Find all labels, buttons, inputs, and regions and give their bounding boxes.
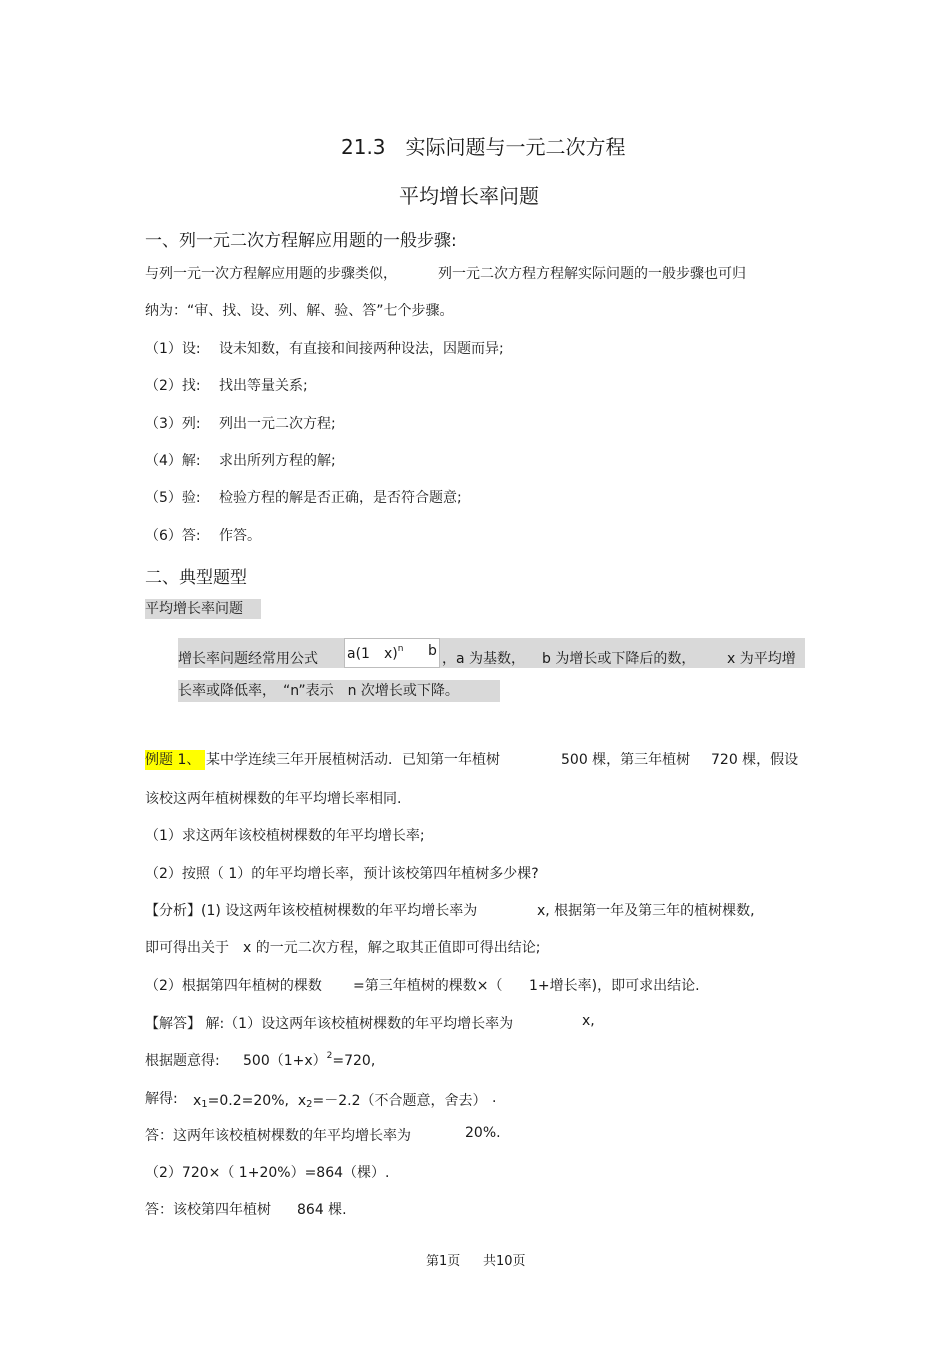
example-question: 500 棵，第三年植树 bbox=[561, 752, 691, 768]
page-number: 第1页 bbox=[426, 1254, 461, 1269]
formula-line2: 长率或降低率， “n”表示 n 次增长或下降。 bbox=[178, 680, 500, 702]
section-heading-steps: 一、列一元二次方程解应用题的一般步骤: bbox=[145, 231, 457, 251]
example-subquestion: （1）求这两年该校植树棵数的年平均增长率; bbox=[145, 828, 425, 844]
example-subquestion: （2）按照（ 1）的年平均增长率，预计该校第四年植树多少棵? bbox=[145, 866, 539, 882]
formula-desc: ，a 为基数， bbox=[442, 651, 526, 667]
intro-text-line2: 纳为：“审、找、设、列、解、验、答”七个步骤。 bbox=[145, 303, 454, 319]
solution-roots: x1=0.2=20%, x2=－2.2（不合题意，舍去） bbox=[193, 1093, 487, 1110]
analysis-text: 1+增长率)，即可求出结论. bbox=[529, 978, 700, 994]
solution-text: 【解答】 解:（1）设这两年该校植树棵数的年平均增长率为 bbox=[145, 1016, 514, 1032]
formula-rhs: b bbox=[428, 643, 437, 659]
step-num: （5）验: bbox=[145, 490, 201, 506]
step-text: 检验方程的解是否正确，是否符合题意; bbox=[219, 490, 462, 506]
analysis-text: x, 根据第一年及第三年的植树棵数, bbox=[537, 903, 755, 919]
intro-text: 与列一元一次方程解应用题的步骤类似， bbox=[145, 266, 397, 282]
solution-text: 答：该校第四年植树 bbox=[145, 1202, 271, 1218]
example-label: 例题 1、 bbox=[145, 750, 205, 770]
topic-tag: 平均增长率问题 bbox=[145, 599, 261, 619]
step-text: 作答。 bbox=[219, 528, 261, 544]
page-total: 共10页 bbox=[483, 1254, 526, 1269]
section-heading-types: 二、典型题型 bbox=[145, 568, 247, 588]
step-num: （2）找: bbox=[145, 378, 201, 394]
step-num: （1）设: bbox=[145, 341, 201, 357]
solution-equation: $500(1+x)^2=720$, bbox=[243, 1051, 376, 1069]
example-question-line2: 该校这两年植树棵数的年平均增长率相同. bbox=[145, 791, 402, 807]
solution-text: 解得: bbox=[145, 1091, 178, 1107]
step-text: 找出等量关系; bbox=[219, 378, 308, 394]
solution-text: 864 棵. bbox=[297, 1202, 347, 1218]
solution-text: 答：这两年该校植树棵数的年平均增长率为 bbox=[145, 1128, 411, 1144]
formula-desc: x 为平均增 bbox=[727, 651, 796, 667]
example-question: 720 棵，假设 bbox=[711, 752, 799, 768]
step-num: （3）列: bbox=[145, 416, 201, 432]
formula-expr: a(1 x)$^n$ bbox=[347, 644, 404, 662]
step-text: 求出所列方程的解; bbox=[219, 453, 336, 469]
analysis-text: 【分析】(1) 设这两年该校植树棵数的年平均增长率为 bbox=[145, 903, 478, 919]
solution-text: . bbox=[492, 1090, 497, 1106]
intro-text-cont: 列一元二次方程方程解实际问题的一般步骤也可归 bbox=[438, 266, 746, 282]
step-text: 设未知数，有直接和间接两种设法，因题而异; bbox=[219, 341, 504, 357]
solution-text: x, bbox=[582, 1013, 595, 1029]
solution-text: 根据题意得: bbox=[145, 1053, 220, 1069]
step-num: （4）解: bbox=[145, 453, 201, 469]
analysis-text: =第三年植树的棵数×（ bbox=[353, 978, 503, 994]
solution-text: 20%. bbox=[465, 1125, 501, 1141]
solution-text: （2）720×（ 1+20%）=864（棵）. bbox=[145, 1165, 390, 1181]
step-text: 列出一元二次方程; bbox=[219, 416, 336, 432]
formula-prefix: 增长率问题经常用公式 bbox=[178, 651, 318, 667]
analysis-text: 即可得出关于 x 的一元二次方程，解之取其正值即可得出结论; bbox=[145, 940, 541, 956]
example-question: 某中学连续三年开展植树活动．已知第一年植树 bbox=[206, 752, 500, 768]
step-num: （6）答: bbox=[145, 528, 201, 544]
formula-desc: b 为增长或下降后的数， bbox=[542, 651, 696, 667]
analysis-text: （2）根据第四年植树的棵数 bbox=[145, 978, 322, 994]
page-subtitle: 平均增长率问题 bbox=[399, 184, 539, 208]
page-title: 21.3 实际问题与一元二次方程 bbox=[341, 135, 626, 159]
